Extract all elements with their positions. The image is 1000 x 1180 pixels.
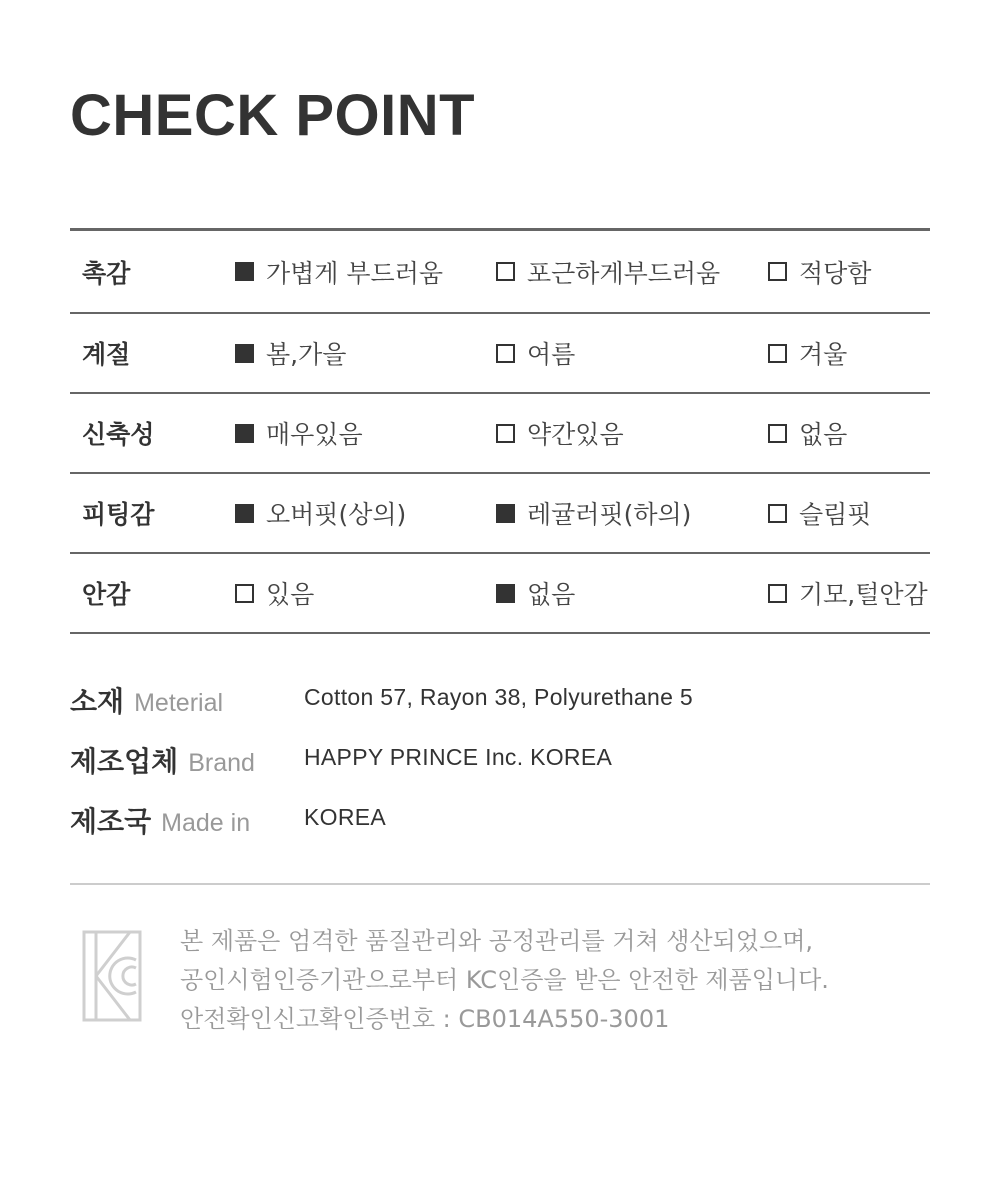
option-label: 여름 (527, 340, 576, 369)
check-row-stretch (70, 394, 930, 474)
cert-line: 공인시험인증기관으로부터 KC인증을 받은 안전한 제품입니다. (180, 966, 829, 994)
check-option[interactable] (235, 554, 314, 632)
kc-mark-icon (82, 930, 142, 1022)
info-label-en: Brand (188, 749, 255, 777)
check-row-lining (70, 554, 930, 634)
row-label: 안감 (82, 580, 131, 609)
info-row-material (70, 676, 930, 736)
check-option[interactable] (768, 394, 847, 472)
checkbox-icon[interactable] (235, 262, 254, 281)
check-option[interactable] (768, 554, 928, 632)
check-row-season (70, 314, 930, 394)
checkbox-icon[interactable] (496, 584, 515, 603)
checkbox-icon[interactable] (235, 584, 254, 603)
checkbox-icon[interactable] (768, 424, 787, 443)
check-option[interactable] (496, 554, 575, 632)
row-label: 신축성 (82, 420, 155, 449)
option-label: 없음 (799, 420, 848, 449)
checkbox-icon[interactable] (235, 504, 254, 523)
row-label: 피팅감 (82, 500, 155, 529)
info-label (70, 680, 223, 720)
info-label-ko: 제조업체 (70, 745, 179, 778)
info-label (70, 800, 250, 840)
check-option[interactable] (235, 231, 443, 312)
info-label-ko: 제조국 (70, 805, 152, 838)
option-label: 약간있음 (527, 420, 624, 449)
option-label: 없음 (527, 580, 576, 609)
option-label: 적당함 (799, 258, 872, 288)
checkbox-icon[interactable] (235, 344, 254, 363)
check-option[interactable] (768, 231, 871, 312)
check-option[interactable] (496, 394, 624, 472)
check-option[interactable] (235, 474, 406, 552)
check-point-table (70, 228, 930, 634)
info-row-origin (70, 796, 930, 856)
info-label (70, 740, 255, 780)
info-value: HAPPY PRINCE Inc. KOREA (304, 744, 613, 770)
check-row-touch (70, 231, 930, 314)
checkbox-icon[interactable] (768, 584, 787, 603)
page-title: CHECK POINT (70, 83, 476, 148)
info-label-en: Meterial (134, 689, 224, 717)
info-row-brand (70, 736, 930, 796)
row-label: 촉감 (82, 258, 131, 288)
cert-number: 안전확인신고확인증번호 : CB014A550-3001 (180, 1005, 670, 1033)
check-row-fit (70, 474, 930, 554)
option-label: 오버핏(상의) (266, 500, 407, 529)
option-label: 매우있음 (266, 420, 363, 449)
certification-notice (180, 922, 940, 1039)
info-label-ko: 소재 (70, 685, 125, 718)
option-label: 가볍게 부드러움 (266, 258, 443, 288)
check-option[interactable] (235, 394, 363, 472)
checkbox-icon[interactable] (496, 262, 515, 281)
checkbox-icon[interactable] (496, 504, 515, 523)
option-label: 겨울 (799, 340, 848, 369)
checkbox-icon[interactable] (496, 424, 515, 443)
option-label: 슬림핏 (799, 500, 872, 529)
checkbox-icon[interactable] (496, 344, 515, 363)
option-label: 포근하게부드러움 (527, 258, 721, 288)
option-label: 있음 (266, 580, 315, 609)
check-option[interactable] (235, 314, 346, 392)
info-value: KOREA (304, 804, 387, 830)
option-label: 레귤러핏(하의) (527, 500, 692, 529)
checkbox-icon[interactable] (768, 344, 787, 363)
checkbox-icon[interactable] (768, 262, 787, 281)
check-option[interactable] (768, 474, 871, 552)
row-label: 계절 (82, 340, 131, 369)
info-value: Cotton 57, Rayon 38, Polyurethane 5 (304, 684, 693, 710)
option-label: 기모,털안감 (799, 580, 928, 609)
checkbox-icon[interactable] (235, 424, 254, 443)
product-info (70, 676, 930, 856)
check-option[interactable] (768, 314, 847, 392)
checkbox-icon[interactable] (768, 504, 787, 523)
check-option[interactable] (496, 474, 691, 552)
section-divider (70, 883, 930, 885)
cert-line: 본 제품은 엄격한 품질관리와 공정관리를 거쳐 생산되었으며, (180, 927, 814, 955)
option-label: 봄,가을 (266, 340, 347, 369)
info-label-en: Made in (161, 809, 251, 837)
check-option[interactable] (496, 231, 720, 312)
check-option[interactable] (496, 314, 575, 392)
